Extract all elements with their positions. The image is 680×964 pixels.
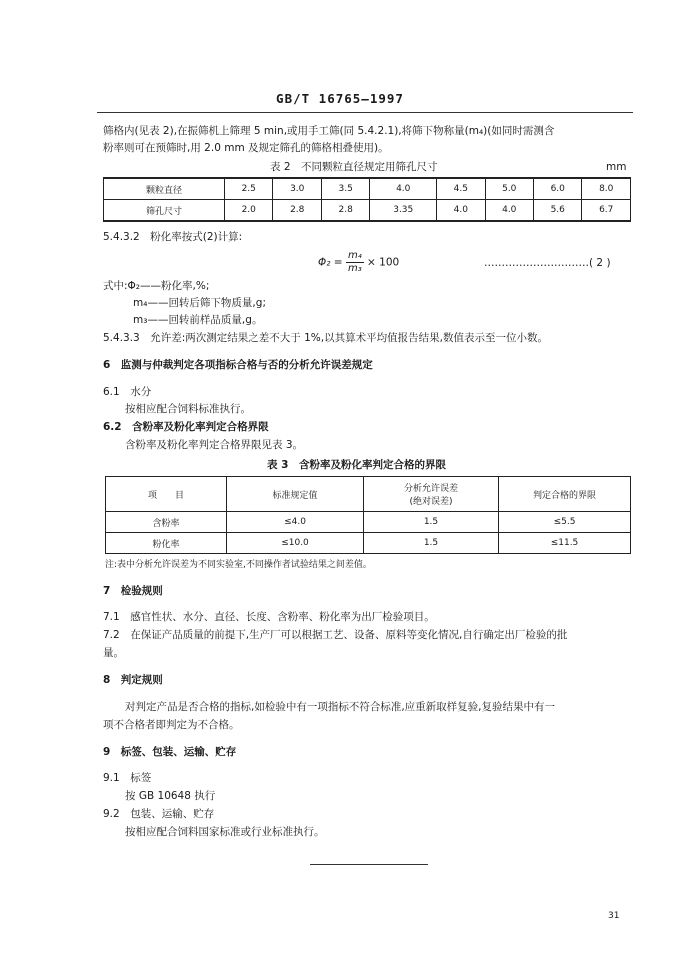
table2 [103, 177, 631, 222]
section-9-2-heading: 9.2 包装、运输、贮存 [103, 808, 215, 820]
table-cell: 6.7 [582, 200, 631, 222]
table-row [106, 512, 631, 533]
table-cell: 4.0 [370, 178, 437, 200]
table-row [104, 200, 631, 222]
table-cell: 5.6 [534, 200, 582, 222]
where-intro: 式中:Φ₂——粉化率,%; [103, 280, 210, 292]
table-cell: 颗粒直径 [104, 178, 225, 200]
table-header-cell: 项 目 [106, 477, 227, 512]
table-cell: 8.0 [582, 178, 631, 200]
table-cell: 1.5 [364, 512, 499, 533]
section-5-4-3-2-heading: 5.4.3.2 粉化率按式(2)计算: [103, 231, 243, 243]
end-rule [310, 864, 428, 865]
table-cell: 粉化率 [106, 533, 227, 554]
table2-caption: 表 2 不同颗粒直径规定用筛孔尺寸 [270, 161, 438, 173]
intro-line-1: 筛格内(见表 2),在振筛机上筛理 5 min,或用手工筛(同 5.4.2.1),将筛下物称量(m₄)(如同时需测含 [103, 125, 555, 137]
section-9-title: 9 标签、包装、运输、贮存 [103, 746, 237, 758]
table-cell: ≤10.0 [227, 533, 364, 554]
table-cell: 6.0 [534, 178, 582, 200]
table-header-cell: 标准规定值 [227, 477, 364, 512]
table3-caption: 表 3 含粉率及粉化率判定合格的界限 [267, 459, 446, 471]
formula-2 [318, 250, 399, 275]
intro-line-2: 粉率则可在预筛时,用 2.0 mm 及规定筛孔的筛格相叠使用)。 [103, 142, 389, 154]
section-9-1-text: 按 GB 10648 执行 [125, 790, 216, 802]
section-6-title: 6 监测与仲裁判定各项指标合格与否的分析允许误差规定 [103, 359, 373, 371]
table-cell: 1.5 [364, 533, 499, 554]
section-6-2-heading: 6.2 含粉率及粉化率判定合格界限 [103, 421, 269, 433]
table-cell: 5.0 [485, 178, 533, 200]
section-8-line-2: 项不合格者即判定为不合格。 [103, 719, 240, 731]
section-6-2-text: 含粉率及粉化率判定合格界限见表 3。 [125, 439, 304, 451]
table-cell: ≤11.5 [499, 533, 631, 554]
table2-unit: mm [606, 161, 627, 173]
section-5-4-3-3: 5.4.3.3 允许差:两次测定结果之差不大于 1%,以其算术平均值报告结果,数值表示至一位小数。 [103, 332, 548, 344]
table3 [105, 476, 631, 554]
formula-rhs: × 100 [367, 256, 400, 269]
table-cell: 4.0 [485, 200, 533, 222]
table-cell: 3.5 [321, 178, 369, 200]
table-cell: 2.5 [225, 178, 273, 200]
table-cell: 2.0 [225, 200, 273, 222]
formula-lhs: Φ₂ = [318, 256, 343, 269]
page-number: 31 [608, 911, 620, 921]
section-9-2-text: 按相应配合饲料国家标准或行业标准执行。 [125, 826, 325, 838]
formula-fraction [346, 250, 364, 275]
table3-note: 注:表中分析允许误差为不同实验室,不同操作者试验结果之间差值。 [105, 560, 372, 570]
section-7-2-line-2: 量。 [103, 647, 124, 659]
table-cell: 筛孔尺寸 [104, 200, 225, 222]
table-cell: ≤5.5 [499, 512, 631, 533]
table-row [106, 533, 631, 554]
where-m3: m₃——回转前样品质量,g。 [133, 314, 263, 326]
table-header-row [106, 477, 631, 512]
section-7-1: 7.1 感官性状、水分、直径、长度、含粉率、粉化率为出厂检验项目。 [103, 611, 435, 623]
section-6-1-heading: 6.1 水分 [103, 386, 152, 398]
table-cell: 2.8 [321, 200, 369, 222]
table-cell: 含粉率 [106, 512, 227, 533]
table-cell: 3.35 [370, 200, 437, 222]
section-6-1-text: 按相应配合饲料标准执行。 [125, 403, 251, 415]
section-9-1-heading: 9.1 标签 [103, 772, 152, 784]
table-header-cell: 判定合格的界限 [499, 477, 631, 512]
section-8-line-1: 对判定产品是否合格的指标,如检验中有一项指标不符合标准,应重新取样复验,复验结果中有一 [125, 701, 556, 713]
table-cell: 4.5 [437, 178, 485, 200]
page-header: GB/T 16765—1997 [276, 91, 404, 106]
table-cell: 4.0 [437, 200, 485, 222]
table-header-line: (绝对误差) [409, 497, 453, 507]
section-8-title: 8 判定规则 [103, 674, 163, 686]
table-cell: 3.0 [273, 178, 321, 200]
header-rule [97, 112, 633, 113]
table-header-line: 分析允许误差 [403, 484, 458, 494]
where-m4: m₄——回转后筛下物质量,g; [133, 297, 266, 309]
equation-number: …………………………( 2 ) [484, 257, 611, 269]
table-cell: ≤4.0 [227, 512, 364, 533]
section-7-2-line-1: 7.2 在保证产品质量的前提下,生产厂可以根据工艺、设备、原料等变化情况,自行确定出厂检验的批 [103, 629, 568, 641]
formula-numerator: m₄ [347, 250, 362, 261]
table-row [104, 178, 631, 200]
section-7-title: 7 检验规则 [103, 585, 163, 597]
formula-denominator: m₃ [347, 263, 362, 274]
table-cell: 2.8 [273, 200, 321, 222]
table-header-cell [364, 477, 499, 512]
